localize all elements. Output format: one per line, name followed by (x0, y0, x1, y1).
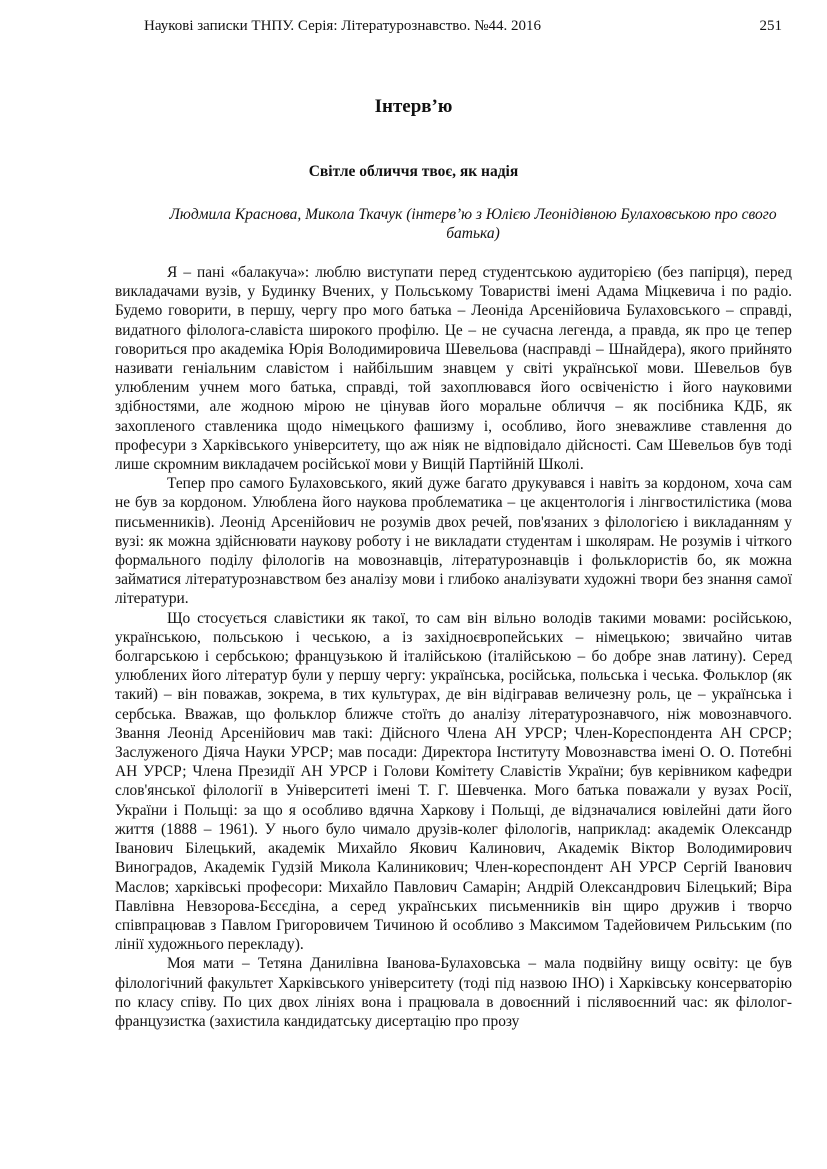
article-body (115, 263, 792, 1031)
page-number: 251 (759, 18, 782, 34)
paragraph: Моя мати – Тетяна Данилівна Іванова-Булаховська – мала подвійну вищу освіту: це був філологічний факультет Харківського університету (тоді під назвою ІНО) і Харківську консерваторію по класу співу. По цих двох лініях вона і працювала в довоєнний і післявоєнний час: як філолог-французистка (захистила кандидатську дисертацію про прозу (115, 955, 792, 1030)
paragraph: Тепер про самого Булаховського, який дуже багато друкувався і навіть за кордоном, хоча сам не був за кордоном. Улюблена його наукова проблематика – це акцентологія і лінгвостилістика (мова письменників). Леонід Арсенійович не розумів двох речей, пов'язаних з філологією і викладанням у вузі: як можна здійснювати наукову роботу і не викладати студентам і школярам. Не розумів і чіткого формального поділу філологів на мовознавців, літературознавців і фольклористів бо, як можна займатися літературознавством без аналізу мови і глибоко аналізувати художні твори без знання самої літератури. (115, 475, 792, 608)
journal-title: Наукові записки ТНПУ. Серія: Літературознавство. №44. 2016 (144, 18, 542, 34)
article-byline: Людмила Краснова, Микола Ткачук (інтерв’ю з Юлією Леонідівною Булаховською про свого батька) (169, 206, 777, 242)
paragraph: Що стосується славістики як такої, то сам він вільно володів такими мовами: російською, українською, польською і чеською, а із західноєвропейських – німецькою; звичайно читав болгарською і сербською; французькою й італійською (італійською – бо добре знав латину). Серед улюблених його літератур були у першу чергу: українська, російська, польська і чеська. Фольклор (як такий) – він поважав, зокрема, в тих культурах, де він відігравав величезну роль, це – українська і сербська. Вважав, що фольклор ближче стоїть до аналізу літературознавчого, ніж мовознавчого. Звання Леонід Арсенійович мав такі: Дійсного Члена АН УРСР; Член-Кореспондента АН СРСР; Заслуженого Діяча Науки УРСР; мав посади: Директора Інституту Мовознавства імені О. О. Потебні АН УРСР; Члена Президії АН УРСР і Голови Комітету Славістів України; був керівником кафедри слов'янської філології в Університеті імені Т. Г. Шевченка. Мого батька поважали у вузах Росії, України і Польщі: за що я особливо вдячна Харкову і Польщі, де відзначалися ювілейні дати його життя (1888 – 1961). У нього було чимало друзів-колег філологів, наприклад: академік Олександр Іванович Білецький, академік Михайло Якович Калинович, Академік Віктор Володимирович Виноградов, Академік Гудзій Микола Калиникович; Член-кореспондент АН УРСР Сергій Іванович Маслов; харківські професори: Михайло Павлович Самарін; Андрій Олександрович Білецький; Віра Павлівна Невзорова-Бєсєдіна, а серед українських письменників він щиро дружив і творчо співпрацював з Павлом Григоровичем Тичиною й особливо з Максимом Тадейовичем Рильським (по лінії художнього перекладу). (115, 609, 792, 954)
article-title: Світле обличчя твоє, як надія (308, 163, 519, 180)
section-heading: Інтерв’ю (374, 96, 453, 117)
paragraph: Я – пані «балакуча»: люблю виступати перед студентською аудиторією (без папірця), перед викладачами вузів, у Будинку Вчених, у Польському Товаристві імені Адама Міцкевича і по радіо. Будемо говорити, в першу, чергу про мого батька – Леоніда Арсенійовича Булаховського – справді, видатного філолога-славіста широкого профілю. Це – не сучасна легенда, а правда, як про це тепер говориться про академіка Юрія Володимировича Шевельова (насправді – Шнайдера), якого прийнято називати геніальним славістом і найбільшим знавцем у світі української мови. Шевельов був улюбленим учнем мого батька, справді, той захоплювався його освіченістю і його науковими здібностями, але жодною мірою не цінував його моральне обличчя – як посібника КДБ, як захопленого ставленика щодо німецького фашизму і, особливо, його зневажливе ставлення до професури з Харківського університету, що аж ніяк не відповідало дійсності. Сам Шевельов був тоді лише скромним викладачем російської мови у Вищій Партійній Школі. (115, 264, 792, 474)
